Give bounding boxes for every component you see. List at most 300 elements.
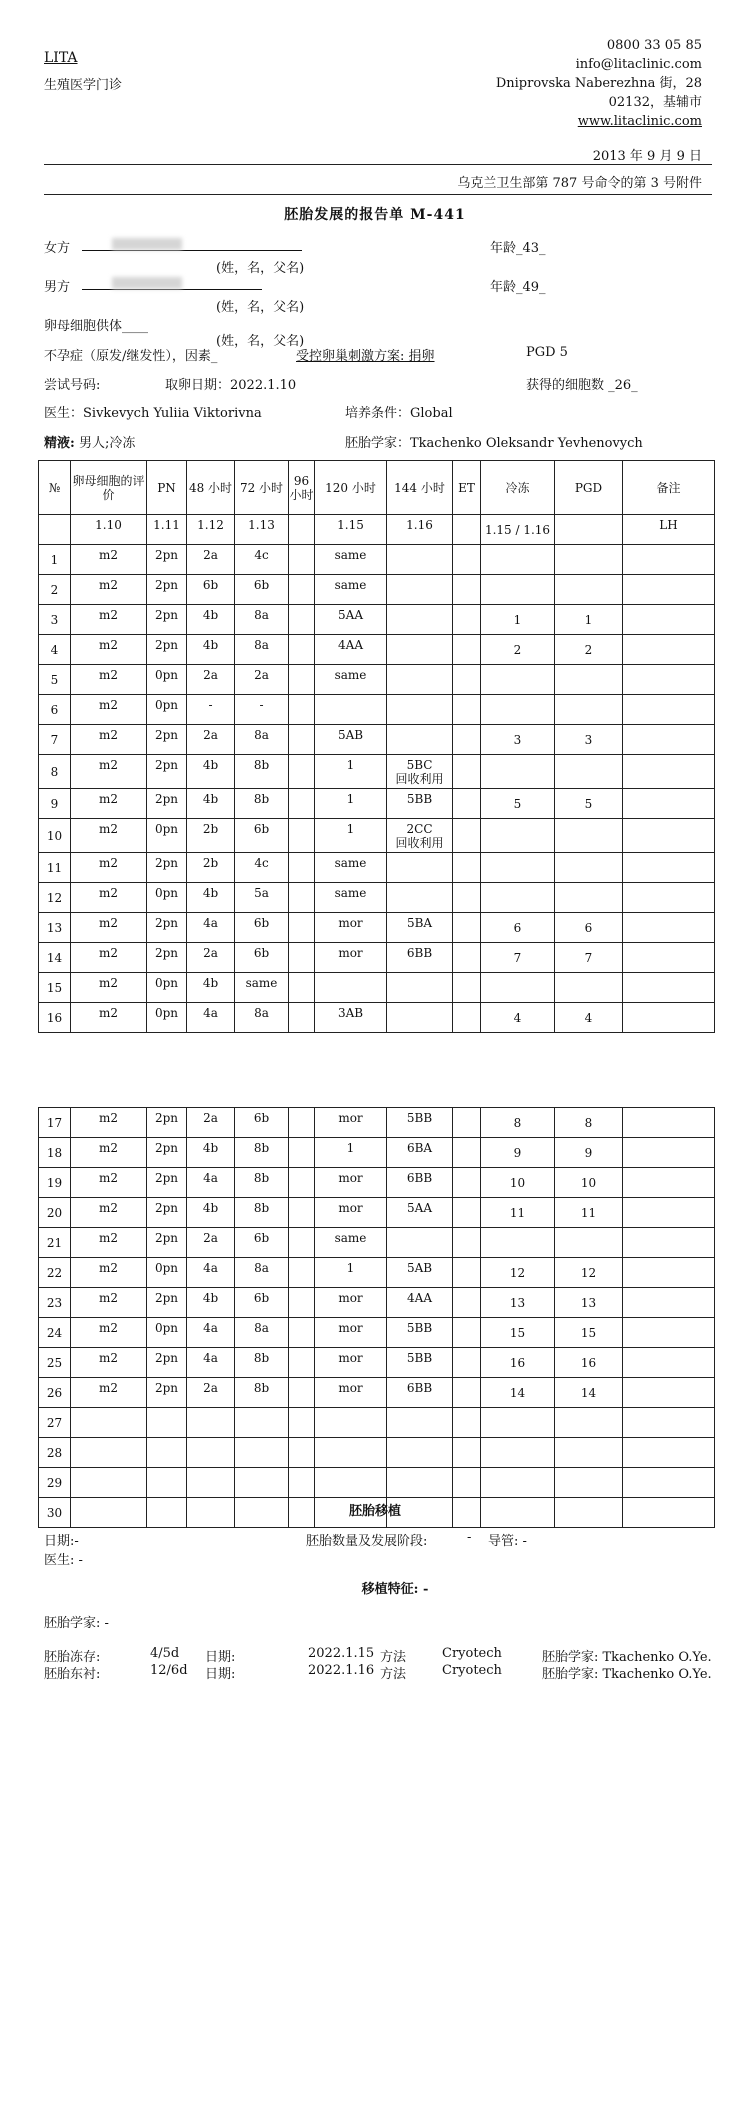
table-row bbox=[39, 665, 715, 695]
table-cell: 0pn bbox=[147, 1258, 187, 1288]
table-cell bbox=[387, 853, 453, 883]
table-cell bbox=[453, 1468, 481, 1498]
table-cell: 3 bbox=[555, 725, 623, 755]
table-cell bbox=[555, 1468, 623, 1498]
table-cell: 7 bbox=[39, 725, 71, 755]
table-cell: 2pn bbox=[147, 1348, 187, 1378]
infertility-factor: 不孕症（原发/继发性），因素_ bbox=[44, 349, 218, 364]
table-cell: 23 bbox=[39, 1288, 71, 1318]
table-cell: 7 bbox=[555, 943, 623, 973]
table-cell: 8b bbox=[235, 1378, 289, 1408]
table-row bbox=[39, 695, 715, 725]
col-header: 48 小时 bbox=[187, 461, 235, 515]
table-cell: 4a bbox=[187, 1168, 235, 1198]
table-cell: 2pn bbox=[147, 575, 187, 605]
table-cell bbox=[555, 853, 623, 883]
table-cell: 8b bbox=[235, 1138, 289, 1168]
table-cell bbox=[387, 1408, 453, 1438]
table-cell bbox=[623, 853, 715, 883]
table-cell bbox=[481, 819, 555, 853]
table-cell: 5 bbox=[39, 665, 71, 695]
table-row bbox=[39, 545, 715, 575]
table-cell: m2 bbox=[71, 755, 147, 789]
table-cell bbox=[481, 1228, 555, 1258]
table-cell: 1.10 bbox=[71, 515, 147, 545]
table-cell bbox=[289, 1138, 315, 1168]
table-cell: 6b bbox=[235, 943, 289, 973]
table-cell: 14 bbox=[481, 1378, 555, 1408]
protocol: 受控卵巢刺激方案: 捐卵 bbox=[296, 349, 435, 364]
table-row bbox=[39, 1378, 715, 1408]
freeze-date-label: 日期: bbox=[205, 1650, 236, 1665]
table-cell: 4b bbox=[187, 1198, 235, 1228]
table-cell bbox=[623, 1228, 715, 1258]
table-cell bbox=[453, 665, 481, 695]
table-cell bbox=[289, 1438, 315, 1468]
contact-email: info@litaclinic.com bbox=[575, 57, 702, 72]
table-cell bbox=[623, 1108, 715, 1138]
table-cell: 4c bbox=[235, 545, 289, 575]
table-cell: - bbox=[235, 695, 289, 725]
table-row bbox=[39, 943, 715, 973]
table-cell: 6b bbox=[235, 575, 289, 605]
table-cell: m2 bbox=[71, 943, 147, 973]
table-cell bbox=[289, 1228, 315, 1258]
table-cell: 28 bbox=[39, 1438, 71, 1468]
table-cell: 5AA bbox=[315, 605, 387, 635]
table-cell bbox=[187, 1468, 235, 1498]
table-cell bbox=[555, 883, 623, 913]
table-cell bbox=[453, 1318, 481, 1348]
table-row bbox=[39, 1228, 715, 1258]
table-cell bbox=[481, 853, 555, 883]
table-row bbox=[39, 1288, 715, 1318]
table-cell: 20 bbox=[39, 1198, 71, 1228]
table-cell: 4b bbox=[187, 755, 235, 789]
table-cell bbox=[289, 789, 315, 819]
table-cell: 5BB bbox=[387, 1348, 453, 1378]
table-cell bbox=[623, 575, 715, 605]
table-cell: 1.12 bbox=[187, 515, 235, 545]
table-cell bbox=[453, 1168, 481, 1198]
table-cell bbox=[71, 1408, 147, 1438]
table-cell bbox=[289, 1318, 315, 1348]
col-header: PN bbox=[147, 461, 187, 515]
table-cell: m2 bbox=[71, 819, 147, 853]
table-cell bbox=[289, 853, 315, 883]
table-cell: 6b bbox=[235, 819, 289, 853]
table-cell bbox=[289, 1378, 315, 1408]
table-cell bbox=[623, 1348, 715, 1378]
table-row bbox=[39, 635, 715, 665]
table-cell: 10 bbox=[481, 1168, 555, 1198]
report-title: 胚胎发展的报告单 M-441 bbox=[284, 207, 466, 223]
col-header: 冷冻 bbox=[481, 461, 555, 515]
table-cell bbox=[623, 1258, 715, 1288]
table-cell bbox=[555, 973, 623, 1003]
table-cell bbox=[481, 973, 555, 1003]
table-cell: 2pn bbox=[147, 755, 187, 789]
table-cell: 8b bbox=[235, 755, 289, 789]
table-cell: 5 bbox=[481, 789, 555, 819]
table-cell bbox=[235, 1438, 289, 1468]
table-cell: 4 bbox=[481, 1003, 555, 1033]
col-header: ET bbox=[453, 461, 481, 515]
table-cell bbox=[147, 1468, 187, 1498]
freeze-count: 12/6d bbox=[150, 1663, 188, 1678]
table-cell bbox=[315, 695, 387, 725]
table-cell: 6BB bbox=[387, 1378, 453, 1408]
table-cell: 25 bbox=[39, 1348, 71, 1378]
table-cell: m2 bbox=[71, 1228, 147, 1258]
table-row bbox=[39, 1408, 715, 1438]
table-cell bbox=[623, 973, 715, 1003]
table-cell bbox=[453, 1138, 481, 1168]
table-cell: 2pn bbox=[147, 1198, 187, 1228]
table-cell: 1.16 bbox=[387, 515, 453, 545]
table-cell bbox=[289, 635, 315, 665]
table-row bbox=[39, 883, 715, 913]
table-cell bbox=[623, 789, 715, 819]
table-cell bbox=[623, 1168, 715, 1198]
table-cell bbox=[453, 789, 481, 819]
table-cell: m2 bbox=[71, 575, 147, 605]
col-header: 144 小时 bbox=[387, 461, 453, 515]
culture-conditions: 培养条件：Global bbox=[345, 406, 453, 421]
table-cell: 5 bbox=[555, 789, 623, 819]
table-cell bbox=[481, 575, 555, 605]
table-cell: 2 bbox=[39, 575, 71, 605]
table-cell: mor bbox=[315, 1168, 387, 1198]
table-cell: 17 bbox=[39, 1108, 71, 1138]
table-cell: 2pn bbox=[147, 1138, 187, 1168]
table-cell: same bbox=[315, 545, 387, 575]
table-cell bbox=[453, 1438, 481, 1468]
table-cell: 4b bbox=[187, 1288, 235, 1318]
table-cell bbox=[387, 1003, 453, 1033]
table-cell bbox=[387, 575, 453, 605]
table-cell bbox=[555, 755, 623, 789]
table-cell: 2pn bbox=[147, 913, 187, 943]
table-cell: 11 bbox=[39, 853, 71, 883]
table-cell: same bbox=[315, 665, 387, 695]
table-cell: 9 bbox=[39, 789, 71, 819]
table-cell bbox=[289, 545, 315, 575]
table-cell bbox=[555, 819, 623, 853]
table-cell bbox=[187, 1438, 235, 1468]
table-cell bbox=[555, 545, 623, 575]
table-cell: 22 bbox=[39, 1258, 71, 1288]
table-cell: m2 bbox=[71, 605, 147, 635]
table-row bbox=[39, 605, 715, 635]
table-cell: 8b bbox=[235, 789, 289, 819]
table-cell: mor bbox=[315, 1318, 387, 1348]
table-cell bbox=[453, 605, 481, 635]
table-cell: 0pn bbox=[147, 819, 187, 853]
divider bbox=[44, 194, 712, 195]
table-cell: same bbox=[315, 883, 387, 913]
freeze-method: Cryotech bbox=[442, 1663, 502, 1678]
table-cell bbox=[289, 605, 315, 635]
table-cell: 6b bbox=[235, 1108, 289, 1138]
table-cell: 4a bbox=[187, 1348, 235, 1378]
table-cell: 5AA bbox=[387, 1198, 453, 1228]
table-cell bbox=[623, 755, 715, 789]
table-cell: m2 bbox=[71, 1288, 147, 1318]
table-cell bbox=[289, 1258, 315, 1288]
table-cell: m2 bbox=[71, 853, 147, 883]
table-cell: 6b bbox=[235, 1288, 289, 1318]
transfer-features: 移植特征: - bbox=[361, 1582, 429, 1597]
table-cell bbox=[623, 1408, 715, 1438]
table-cell bbox=[555, 1438, 623, 1468]
table-cell bbox=[387, 665, 453, 695]
table-cell: 14 bbox=[555, 1378, 623, 1408]
table-cell bbox=[147, 1438, 187, 1468]
table-cell: 12 bbox=[555, 1258, 623, 1288]
table-cell bbox=[453, 545, 481, 575]
table-cell: 29 bbox=[39, 1468, 71, 1498]
table-cell: 2pn bbox=[147, 1168, 187, 1198]
name-hint: (姓，名，父名) bbox=[216, 261, 305, 276]
male-name-field bbox=[82, 275, 262, 290]
catheter: 导管: - bbox=[488, 1534, 527, 1549]
divider bbox=[44, 164, 712, 165]
col-header: 卵母细胞的评价 bbox=[71, 461, 147, 515]
table-cell bbox=[289, 1168, 315, 1198]
table-cell bbox=[235, 1408, 289, 1438]
attempt-number: 尝试号码: bbox=[44, 378, 101, 393]
table-cell: same bbox=[315, 853, 387, 883]
col-header: 72 小时 bbox=[235, 461, 289, 515]
table-cell bbox=[623, 695, 715, 725]
table-cell bbox=[187, 1408, 235, 1438]
table-cell bbox=[453, 1348, 481, 1378]
table-cell: 1.15 / 1.16 bbox=[481, 515, 555, 545]
table-cell: m2 bbox=[71, 1378, 147, 1408]
table-cell: m2 bbox=[71, 973, 147, 1003]
table-cell bbox=[623, 605, 715, 635]
table-cell: m2 bbox=[71, 695, 147, 725]
table-cell bbox=[481, 755, 555, 789]
table-cell: 15 bbox=[39, 973, 71, 1003]
table-cell: 4b bbox=[187, 1138, 235, 1168]
table-cell: 2pn bbox=[147, 725, 187, 755]
male-label: 男方 bbox=[44, 280, 71, 295]
table-cell bbox=[481, 1468, 555, 1498]
table-cell: 2a bbox=[187, 1108, 235, 1138]
table-cell: 12 bbox=[481, 1258, 555, 1288]
table-cell: 4b bbox=[187, 883, 235, 913]
table-row bbox=[39, 725, 715, 755]
table-cell: 30 bbox=[39, 1498, 71, 1528]
table-cell: 16 bbox=[555, 1348, 623, 1378]
col-header: 120 小时 bbox=[315, 461, 387, 515]
freeze-embryologist: 胚胎学家: Tkachenko O.Ye. bbox=[542, 1667, 712, 1682]
table-cell bbox=[289, 1108, 315, 1138]
cells-obtained: 获得的细胞数 _26_ bbox=[526, 378, 638, 393]
col-header: 备注 bbox=[623, 461, 715, 515]
table-cell bbox=[623, 819, 715, 853]
table-cell: mor bbox=[315, 913, 387, 943]
freeze-embryologist: 胚胎学家: Tkachenko O.Ye. bbox=[542, 1650, 712, 1665]
doc-date: 2013 年 9 月 9 日 bbox=[592, 149, 702, 164]
table-cell: 18 bbox=[39, 1138, 71, 1168]
table-cell bbox=[623, 725, 715, 755]
table-cell: 1 bbox=[39, 545, 71, 575]
table-row bbox=[39, 853, 715, 883]
table-cell bbox=[453, 1288, 481, 1318]
table-cell: 1 bbox=[315, 1258, 387, 1288]
table-cell: m2 bbox=[71, 1258, 147, 1288]
table-cell bbox=[453, 725, 481, 755]
table-cell: 1 bbox=[315, 1138, 387, 1168]
table-cell: 1.13 bbox=[235, 515, 289, 545]
freeze-label: 胚胎冻存: bbox=[44, 1650, 101, 1665]
table-cell: 4b bbox=[187, 973, 235, 1003]
table-row bbox=[39, 755, 715, 789]
table-cell: 15 bbox=[555, 1318, 623, 1348]
table-cell: 9 bbox=[555, 1138, 623, 1168]
table-cell bbox=[453, 1408, 481, 1438]
table-cell: 21 bbox=[39, 1228, 71, 1258]
redacted-name bbox=[112, 277, 182, 289]
table-cell: 4AA bbox=[387, 1288, 453, 1318]
table-row bbox=[39, 1468, 715, 1498]
table-cell bbox=[623, 665, 715, 695]
embryologist: 胚胎学家：Tkachenko Oleksandr Yevhenovych bbox=[345, 436, 643, 451]
table-cell bbox=[481, 695, 555, 725]
table-cell: m2 bbox=[71, 789, 147, 819]
clinic-subtitle: 生殖医学门诊 bbox=[44, 78, 123, 93]
table-cell: 16 bbox=[481, 1348, 555, 1378]
table-cell bbox=[289, 695, 315, 725]
table-cell: 5AB bbox=[387, 1258, 453, 1288]
table-cell: 2a bbox=[187, 1378, 235, 1408]
freeze-count: 4/5d bbox=[150, 1646, 180, 1661]
table-cell bbox=[289, 755, 315, 789]
table-row bbox=[39, 575, 715, 605]
table-cell bbox=[39, 515, 71, 545]
table-cell: m2 bbox=[71, 1318, 147, 1348]
table-cell bbox=[289, 575, 315, 605]
table-cell bbox=[315, 1468, 387, 1498]
table-cell: 26 bbox=[39, 1378, 71, 1408]
table-cell: 2pn bbox=[147, 635, 187, 665]
table-cell: 8a bbox=[235, 1258, 289, 1288]
table-cell bbox=[453, 515, 481, 545]
table-cell bbox=[623, 1468, 715, 1498]
table-cell bbox=[289, 913, 315, 943]
table-cell bbox=[289, 1348, 315, 1378]
name-hint: (姓，名，父名) bbox=[216, 300, 305, 315]
table-cell bbox=[481, 665, 555, 695]
table-cell bbox=[555, 1408, 623, 1438]
table-cell bbox=[453, 1378, 481, 1408]
table-cell: 5BB bbox=[387, 1108, 453, 1138]
table-cell bbox=[289, 1198, 315, 1228]
table-cell bbox=[147, 1408, 187, 1438]
table-cell: mor bbox=[315, 1108, 387, 1138]
contact-city: 02132，基辅市 bbox=[608, 95, 702, 110]
table-cell bbox=[289, 1288, 315, 1318]
table-cell: 0pn bbox=[147, 665, 187, 695]
doctor: 医生：Sivkevych Yuliia Viktorivna bbox=[44, 406, 262, 421]
table-cell: 8a bbox=[235, 1318, 289, 1348]
table-cell: 4AA bbox=[315, 635, 387, 665]
table-row bbox=[39, 1258, 715, 1288]
table-cell bbox=[623, 1198, 715, 1228]
table-cell: 1 bbox=[315, 819, 387, 853]
retrieval-date: 取卵日期：2022.1.10 bbox=[165, 378, 297, 393]
col-header: 96 小时 bbox=[289, 461, 315, 515]
table-cell bbox=[453, 1228, 481, 1258]
sperm-label: 精液: bbox=[44, 436, 75, 451]
freeze-date: 2022.1.16 bbox=[308, 1663, 375, 1678]
table-cell bbox=[387, 1228, 453, 1258]
table-cell bbox=[289, 1468, 315, 1498]
embryo-table bbox=[38, 460, 715, 1033]
table-cell: 5BB bbox=[387, 1318, 453, 1348]
table-cell bbox=[289, 883, 315, 913]
table-cell: 1 bbox=[555, 605, 623, 635]
table-cell: 4a bbox=[187, 1318, 235, 1348]
table-cell: 3 bbox=[39, 605, 71, 635]
table-cell: 2a bbox=[187, 1228, 235, 1258]
pgd-count: PGD 5 bbox=[526, 345, 568, 360]
table-cell bbox=[623, 943, 715, 973]
table-cell: m2 bbox=[71, 725, 147, 755]
table-cell bbox=[289, 973, 315, 1003]
table-cell bbox=[387, 883, 453, 913]
table-cell bbox=[315, 973, 387, 1003]
table-cell: 6 bbox=[481, 913, 555, 943]
transfer-doctor: 医生: - bbox=[44, 1553, 83, 1568]
table-cell: 2 bbox=[481, 635, 555, 665]
table-cell: same bbox=[315, 575, 387, 605]
table-cell: m2 bbox=[71, 1168, 147, 1198]
table-cell bbox=[387, 605, 453, 635]
table-cell: 2pn bbox=[147, 1228, 187, 1258]
embryo-table-continued bbox=[38, 1107, 715, 1528]
table-cell bbox=[387, 1438, 453, 1468]
table-cell: 13 bbox=[481, 1288, 555, 1318]
table-row bbox=[39, 1168, 715, 1198]
table-row bbox=[39, 1003, 715, 1033]
table-cell: 4b bbox=[187, 635, 235, 665]
female-name-field bbox=[82, 236, 302, 251]
table-cell bbox=[289, 725, 315, 755]
freeze-method: Cryotech bbox=[442, 1646, 502, 1661]
table-cell bbox=[453, 1258, 481, 1288]
table-cell: same bbox=[235, 973, 289, 1003]
table-cell: 16 bbox=[39, 1003, 71, 1033]
table-cell bbox=[387, 635, 453, 665]
table-cell bbox=[453, 853, 481, 883]
contact-web: www.litaclinic.com bbox=[577, 114, 702, 129]
table-cell: 2pn bbox=[147, 853, 187, 883]
table-cell bbox=[623, 635, 715, 665]
table-cell: 4a bbox=[187, 1003, 235, 1033]
table-cell bbox=[481, 545, 555, 575]
clinic-header bbox=[44, 44, 122, 100]
table-cell: 8 bbox=[555, 1108, 623, 1138]
contact-street: Dniprovska Naberezhna 街，28 bbox=[495, 76, 702, 91]
table-cell: 2pn bbox=[147, 789, 187, 819]
table-row bbox=[39, 973, 715, 1003]
table-cell bbox=[623, 883, 715, 913]
table-cell: 27 bbox=[39, 1408, 71, 1438]
